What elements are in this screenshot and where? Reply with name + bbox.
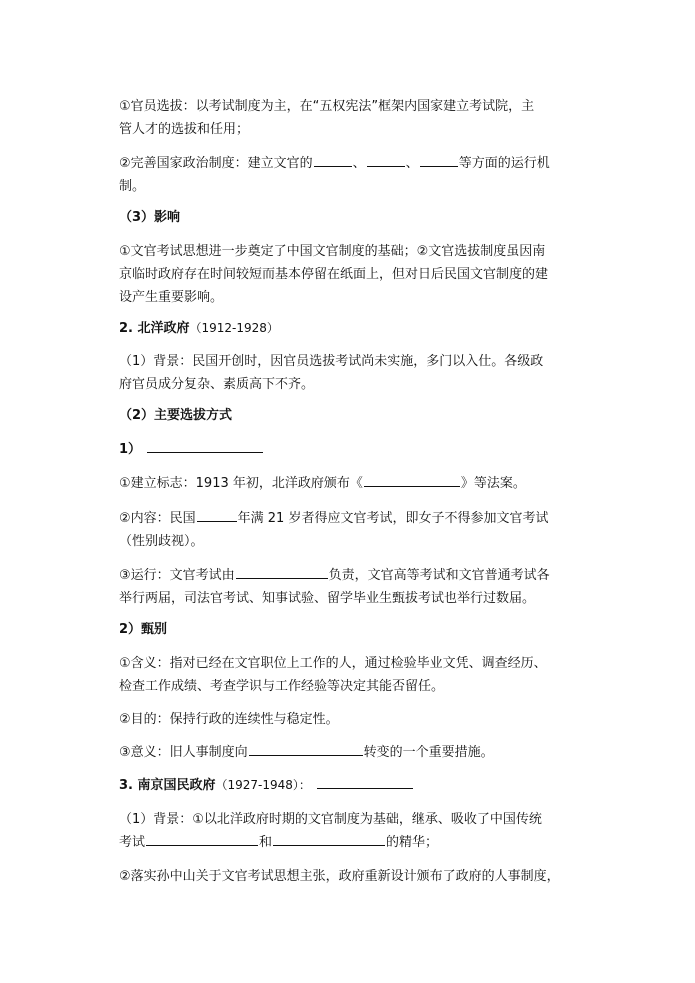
fill-blank[interactable] (147, 439, 263, 453)
text-segment: 转变的一个重要措施。 (363, 745, 494, 760)
line-1: ①官员选拔：以考试制度为主，在“五权宪法”框架内国家建立考试院，主 (119, 99, 535, 114)
text-segment: ③运行：文官考试由 (119, 568, 235, 583)
fill-blank[interactable] (317, 775, 413, 789)
line-16: （性别歧视）。 (119, 534, 204, 549)
line-23 (119, 741, 585, 764)
section-heading: 2）甄别 (119, 622, 168, 637)
line-17 (119, 564, 585, 587)
line-8: 设产生重要影响。 (119, 290, 224, 305)
line-7: 京临时政府存在时间较短而基本停留在纸面上，但对日后民国文官制度的建 (119, 267, 549, 282)
text-segment: ①建立标志：1913 年初，北洋政府颁布《 (119, 476, 363, 491)
fill-blank[interactable] (273, 832, 385, 846)
text-segment: 考试 (119, 835, 146, 850)
text-segment: 负责，文官高等考试和文官普通考试各 (328, 568, 550, 583)
line-11: 府官员成分复杂、素质高下不齐。 (119, 377, 315, 392)
text-segment: 年满 21 岁者得应文官考试，即女子不得参加文官考试 (237, 511, 549, 526)
heading-beiyang (119, 317, 585, 340)
line-15 (119, 507, 585, 530)
line-13 (119, 438, 585, 461)
line-20: ①含义：指对已经在文官职位上工作的人，通过检验毕业文凭、调查经历、 (119, 656, 547, 671)
text-segment: 等方面的运行机 (458, 156, 550, 171)
section-heading: （3）影响 (119, 210, 181, 225)
line-25 (119, 808, 585, 831)
line-4: 制。 (119, 179, 146, 194)
line-2: 管人才的选拔和任用； (119, 122, 250, 137)
heading-dates: （1927-1948）： (215, 778, 311, 792)
line-22: ②目的：保持行政的连续性与稳定性。 (119, 712, 339, 727)
text-segment: （1）背景：①以北洋政府时期的文官制度为基础，继承、吸收了中国传统 (119, 812, 542, 827)
heading-text: 3. 南京国民政府 (119, 778, 216, 793)
fill-blank[interactable] (420, 153, 458, 167)
fill-blank[interactable] (197, 508, 237, 522)
text-segment: 、 (405, 156, 419, 171)
heading-text: 2. 北洋政府 (119, 321, 190, 336)
text-segment: （1）背景：民国开创时，因官员选拔考试尚未实施，多门以入仕。各级政 (119, 354, 544, 369)
fill-blank[interactable] (367, 153, 405, 167)
text-segment: 和 (259, 835, 273, 850)
line-6: ①文官考试思想进一步奠定了中国文官制度的基础；②文官选拔制度虽因南 (119, 244, 546, 259)
text-segment: ②完善国家政治制度：建立文官的 (119, 156, 313, 171)
line-18: 举行两届，司法官考试、知事试验、留学毕业生甄拔考试也举行过数届。 (119, 591, 536, 606)
text-segment: 、 (352, 156, 366, 171)
line-10 (119, 350, 585, 373)
fill-blank[interactable] (146, 832, 258, 846)
line-3 (119, 152, 585, 175)
heading-dates: （1912-1928） (189, 321, 279, 335)
line-27: ②落实孙中山关于文官考试思想主张，政府重新设计颁布了政府的人事制度， (119, 869, 560, 884)
heading-nanjing (119, 774, 585, 797)
fill-blank[interactable] (236, 565, 328, 579)
fill-blank[interactable] (249, 742, 363, 756)
text-segment: 1） (119, 442, 142, 457)
text-segment: ③意义：旧人事制度向 (119, 745, 248, 760)
line-26 (119, 831, 585, 854)
fill-blank[interactable] (364, 473, 460, 487)
fill-blank[interactable] (314, 153, 352, 167)
text-segment: 的精华； (386, 835, 439, 850)
text-segment: ②内容：民国 (119, 511, 196, 526)
section-heading: （2）主要选拔方式 (119, 408, 233, 423)
line-14 (119, 472, 585, 495)
text-segment: 》等法案。 (460, 476, 526, 491)
line-21: 检查工作成绩、考查学识与工作经验等决定其能否留任。 (119, 679, 445, 694)
